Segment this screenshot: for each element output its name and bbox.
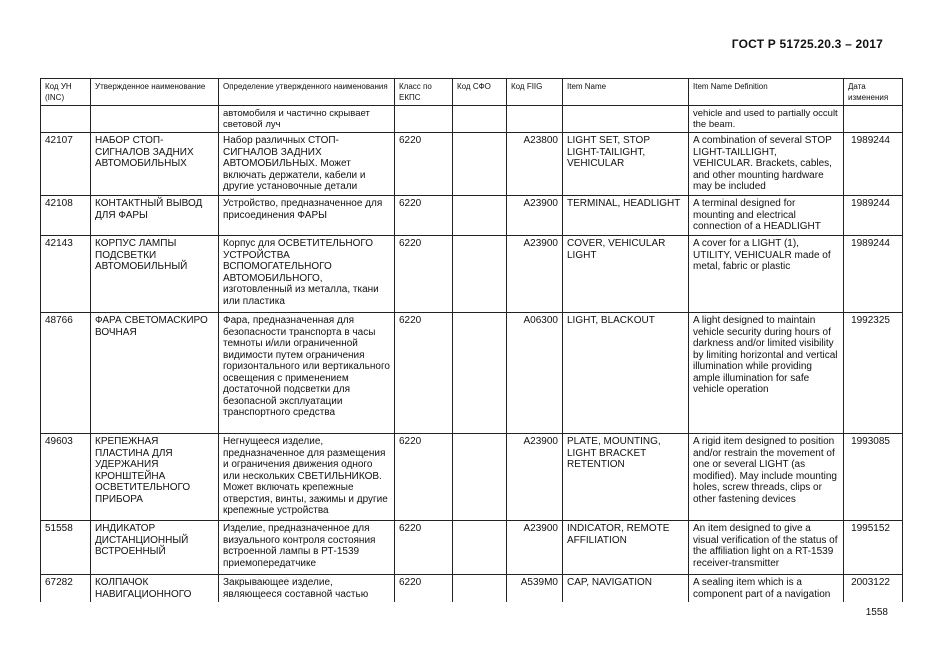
cell-definition: Устройство, предназначенное для присоединения ФАРЫ <box>219 196 395 236</box>
cell-item-name: PLATE, MOUNTING, LIGHT BRACKET RETENTION <box>563 434 689 521</box>
cell-item-definition: A rigid item designed to position and/or restrain the movement of one or several LIGHT (as modified). May include mounting holes, screw threads, clips or other fastening devices <box>689 434 844 521</box>
document-header: ГОСТ Р 51725.20.3 – 2017 <box>731 37 883 51</box>
cell-inc: 42107 <box>41 133 91 196</box>
cell-sfo <box>453 521 507 575</box>
cell-class: 6220 <box>395 434 453 521</box>
cell-name: КОРПУС ЛАМПЫ ПОДСВЕТКИ АВТОМОБИЛЬНЫЙ <box>91 236 219 313</box>
cell-inc: 51558 <box>41 521 91 575</box>
cell-item-definition: A cover for a LIGHT (1), UTILITY, VEHICUALR made of metal, fabric or plastic <box>689 236 844 313</box>
cell-class: 6220 <box>395 133 453 196</box>
cell-fiig: A06300 <box>507 313 563 434</box>
cell-item-definition: An item designed to give a visual verification of the status of the affiliation light on a RT-1539 receiver-transmitter <box>689 521 844 575</box>
table-row <box>41 434 903 521</box>
cell-date: 2003122 <box>844 575 903 603</box>
cell-class: 6220 <box>395 521 453 575</box>
cell-item-name: TERMINAL, HEADLIGHT <box>563 196 689 236</box>
cell-item-definition: A light designed to maintain vehicle security during hours of darkness and/or limited visibility by limiting horizontal and vertical illumination while providing ample illumination for safe vehicle operation <box>689 313 844 434</box>
cell-date: 1989244 <box>844 133 903 196</box>
cell-item-definition: A combination of several STOP LIGHT-TAILLIGHT, VEHICULAR. Brackets, cables, and other mounting hardware may be included <box>689 133 844 196</box>
table-row <box>41 521 903 575</box>
cell-inc: 48766 <box>41 313 91 434</box>
cell-date: 1993085 <box>844 434 903 521</box>
col-header-item-definition: Item Name Definition <box>689 79 844 106</box>
col-header-definition: Определение утвержденного наименования <box>219 79 395 106</box>
cell-definition: Корпус для ОСВЕТИТЕЛЬНОГО УСТРОЙСТВА ВСПОМОГАТЕЛЬНОГО АВТОМОБИЛЬНОГО, изготовленный из металла, ткани или пластика <box>219 236 395 313</box>
table-row <box>41 133 903 196</box>
cell-sfo <box>453 196 507 236</box>
cell-sfo <box>453 313 507 434</box>
col-header-date: Дата изменения <box>844 79 903 106</box>
cell-item-name <box>563 106 689 133</box>
cell-definition: Закрывающее изделие, являющееся составной частью <box>219 575 395 603</box>
cell-date: 1989244 <box>844 236 903 313</box>
cell-class: 6220 <box>395 236 453 313</box>
cell-date: 1992325 <box>844 313 903 434</box>
cell-fiig: A23900 <box>507 236 563 313</box>
cell-class <box>395 106 453 133</box>
spec-table <box>40 78 903 602</box>
cell-fiig: A23900 <box>507 434 563 521</box>
cell-fiig: A23800 <box>507 133 563 196</box>
cell-item-definition: A terminal designed for mounting and electrical connection of a HEADLIGHT <box>689 196 844 236</box>
cell-name <box>91 106 219 133</box>
cell-fiig: A539M0 <box>507 575 563 603</box>
cell-sfo <box>453 133 507 196</box>
cell-date: 1995152 <box>844 521 903 575</box>
cell-name: КРЕПЕЖНАЯ ПЛАСТИНА ДЛЯ УДЕРЖАНИЯ КРОНШТЕЙНА ОСВЕТИТЕЛЬНОГО ПРИБОРА <box>91 434 219 521</box>
col-header-sfo: Код СФО <box>453 79 507 106</box>
table-row <box>41 313 903 434</box>
cell-name: ИНДИКАТОР ДИСТАНЦИОННЫЙ ВСТРОЕННЫЙ <box>91 521 219 575</box>
cell-fiig <box>507 106 563 133</box>
cell-inc <box>41 106 91 133</box>
continuation-row <box>41 106 903 133</box>
cell-fiig: A23900 <box>507 196 563 236</box>
cell-name: КОЛПАЧОК НАВИГАЦИОННОГО <box>91 575 219 603</box>
col-header-item-name: Item Name <box>563 79 689 106</box>
cell-inc: 67282 <box>41 575 91 603</box>
cell-inc: 42108 <box>41 196 91 236</box>
cell-inc: 49603 <box>41 434 91 521</box>
cell-item-definition: vehicle and used to partially occult the beam. <box>689 106 844 133</box>
cell-date: 1989244 <box>844 196 903 236</box>
cell-item-definition: A sealing item which is a component part of a navigation <box>689 575 844 603</box>
cell-fiig: A23900 <box>507 521 563 575</box>
table-row <box>41 575 903 603</box>
cell-date <box>844 106 903 133</box>
cell-class: 6220 <box>395 313 453 434</box>
cell-definition: Изделие, предназначенное для визуального контроля состояния встроенной лампы в РТ-1539 приемопередатчике <box>219 521 395 575</box>
cell-definition: автомобиля и частично скрывает световой луч <box>219 106 395 133</box>
cell-item-name: LIGHT, BLACKOUT <box>563 313 689 434</box>
cell-definition: Фара, предназначенная для безопасности транспорта в часы темноты и/или ограниченной видимости путем ограничения горизонтального или вертикального освещения с применением достаточной подсветки для безопасной эксплуатации транспортного средства <box>219 313 395 434</box>
col-header-inc: Код УН (INC) <box>41 79 91 106</box>
cell-inc: 42143 <box>41 236 91 313</box>
cell-name: НАБОР СТОП-СИГНАЛОВ ЗАДНИХ АВТОМОБИЛЬНЫХ <box>91 133 219 196</box>
cell-item-name: COVER, VEHICULAR LIGHT <box>563 236 689 313</box>
table-header <box>41 79 903 106</box>
cell-definition: Негнущееся изделие, предназначенное для размещения и ограничения движения одного или нескольких СВЕТИЛЬНИКОВ. Может включать крепежные отверстия, винты, зажимы и другие крепежные устройства <box>219 434 395 521</box>
cell-item-name: LIGHT SET, STOP LIGHT-TAILIGHT, VEHICULAR <box>563 133 689 196</box>
cell-name: КОНТАКТНЫЙ ВЫВОД ДЛЯ ФАРЫ <box>91 196 219 236</box>
cell-class: 6220 <box>395 196 453 236</box>
cell-name: ФАРА СВЕТОМАСКИРОВОЧНАЯ <box>91 313 219 434</box>
cell-sfo <box>453 236 507 313</box>
cell-definition: Набор различных СТОП-СИГНАЛОВ ЗАДНИХ АВТОМОБИЛЬНЫХ. Может включать держатели, кабели и другие установочные детали <box>219 133 395 196</box>
cell-sfo <box>453 106 507 133</box>
cell-item-name: CAP, NAVIGATION <box>563 575 689 603</box>
cell-item-name: INDICATOR, REMOTE AFFILIATION <box>563 521 689 575</box>
table-row <box>41 236 903 313</box>
table-row <box>41 196 903 236</box>
col-header-class: Класс по ЕКПС <box>395 79 453 106</box>
col-header-name: Утвержденное наименование <box>91 79 219 106</box>
col-header-fiig: Код FIIG <box>507 79 563 106</box>
header-row <box>41 79 903 106</box>
page-number: 1558 <box>865 607 888 618</box>
cell-sfo <box>453 434 507 521</box>
cell-class: 6220 <box>395 575 453 603</box>
cell-sfo <box>453 575 507 603</box>
